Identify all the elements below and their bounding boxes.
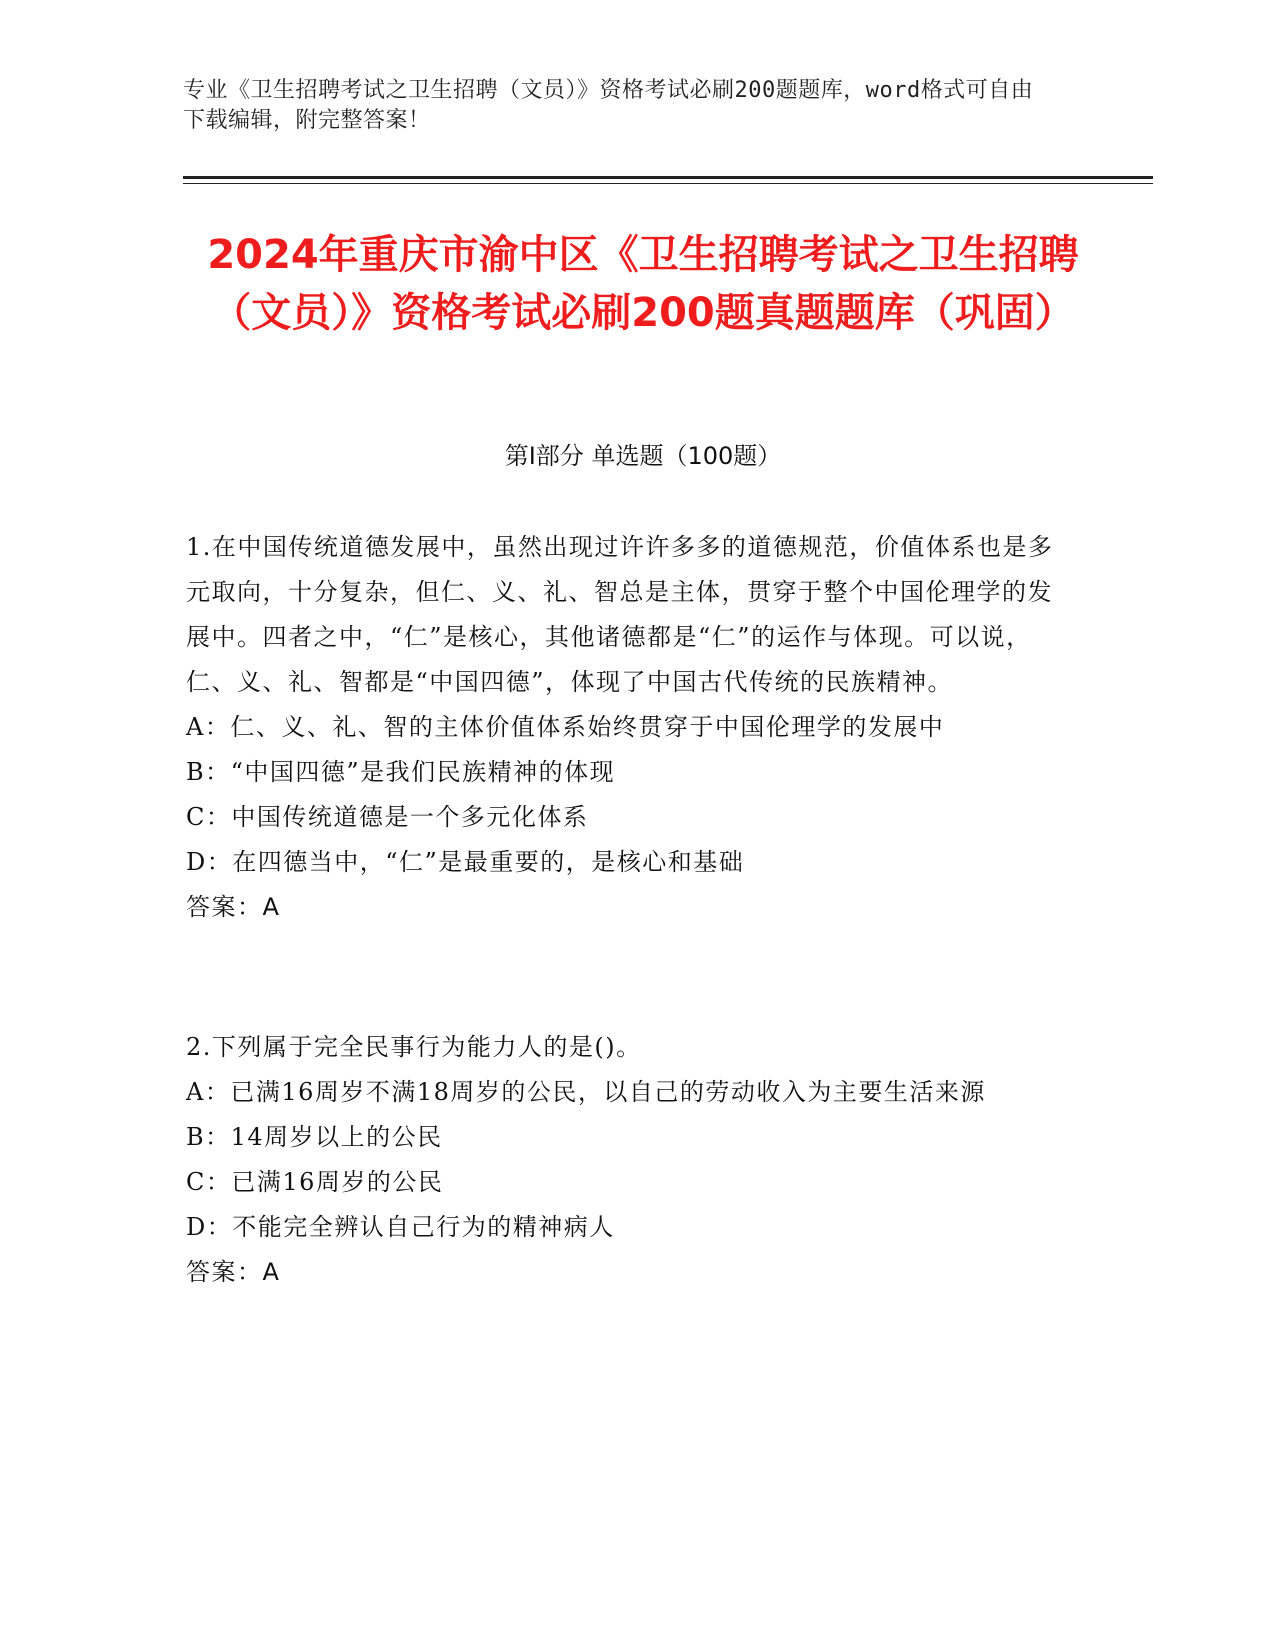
document-title: 2024年重庆市渝中区《卫生招聘考试之卫生招聘（文员）》资格考试必刷200题真题题库（巩固） (207, 232, 1079, 336)
option-d: D：在四德当中，“仁”是最重要的，是核心和基础 (186, 848, 745, 876)
answer: 答案：A (186, 1258, 281, 1286)
question-2 (186, 1025, 1066, 1295)
header-divider-thin (183, 183, 1153, 184)
question-stem: 1.在中国传统道德发展中，虽然出现过许许多多的道德规范，价值体系也是多元取向，十分复杂，但仁、义、礼、智总是主体，贯穿于整个中国伦理学的发展中。四者之中，“仁”是核心，其他诸德都是“仁”的运作与体现。可以说，仁、义、礼、智都是“中国四德”，体现了中国古代传统的民族精神。 (186, 533, 1054, 696)
header-divider-thick (183, 176, 1153, 179)
section-heading: 第I部分 单选题（100题） (504, 442, 782, 470)
question-stem: 2.下列属于完全民事行为能力人的是()。 (186, 1033, 642, 1061)
option-a: A：已满16周岁不满18周岁的公民，以自己的劳动收入为主要生活来源 (186, 1078, 986, 1106)
option-d: D：不能完全辨认自己行为的精神病人 (186, 1213, 615, 1241)
question-1 (186, 525, 1066, 930)
option-c: C：已满16周岁的公民 (186, 1168, 444, 1196)
option-b: B：“中国四德”是我们民族精神的体现 (186, 758, 616, 786)
header-note: 专业《卫生招聘考试之卫生招聘（文员）》资格考试必刷200题题库，word格式可自由下载编辑，附完整答案！ (183, 78, 1034, 133)
option-b: B：14周岁以上的公民 (186, 1123, 443, 1151)
option-a: A：仁、义、礼、智的主体价值体系始终贯穿于中国伦理学的发展中 (186, 713, 945, 741)
answer: 答案：A (186, 893, 281, 921)
option-c: C：中国传统道德是一个多元化体系 (186, 803, 589, 831)
